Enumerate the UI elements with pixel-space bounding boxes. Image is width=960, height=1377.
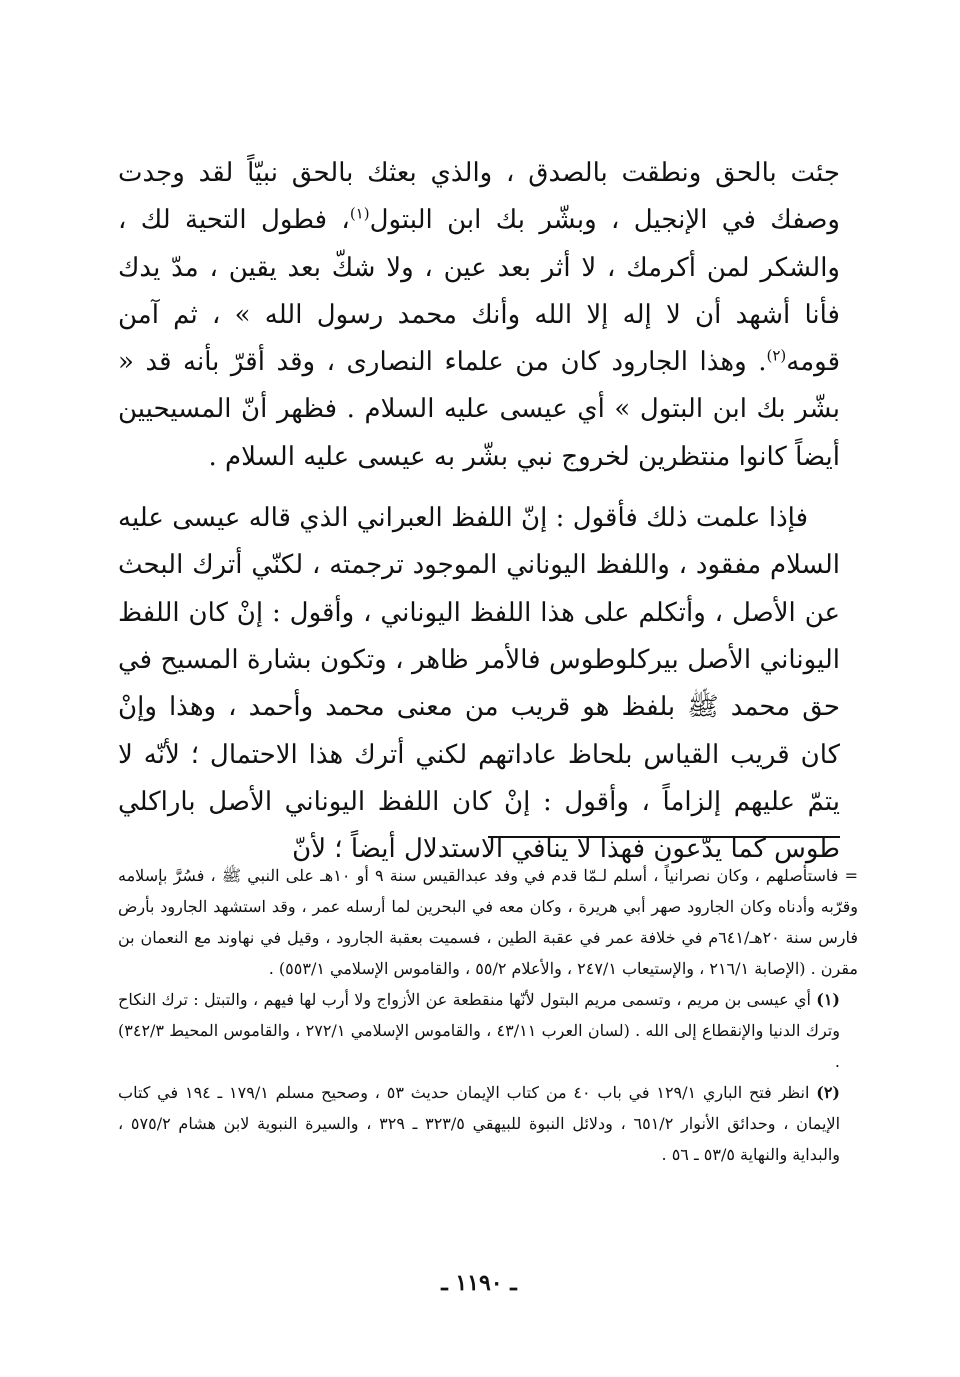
paragraph-1-part-2: ، فطول التحية لك ، والشكر لمن أكرمك ، لا أثر بعد عين ، ولا شكّ بعد يقين ، مدّ يدك فأنا أشهد أن لا إله إلا الله وأنك محمد رسول الله » ، ثم آمن قومه: [118, 205, 840, 378]
footnote-1-number: (١): [816, 990, 840, 1009]
footnote-ref-1: (١): [349, 204, 370, 223]
footnote-2-number: (٢): [816, 1083, 840, 1102]
footnote-ref-2: (٢): [766, 346, 787, 365]
footnote-continuation: = فاستأصلهم ، وكان نصرانياً ، أسلم لـمّا قدم في وفد عبدالقيس سنة ٩ أو ١٠هـ على النبي ﷺ ، فسُرَّ بإسلامه وقرّبه وأدناه وكان الجارود صهر أبي هريرة ، وكان معه في البحرين لما أرسله عمر ، وقد استشهد الجارود بأرض فارس سنة ٢٠هـ/٦٤١م في خلافة عمر في عقبة الطين ، فسميت بعقبة الجارود ، وقيل في نهاوند مع النعمان بن مقرن . (الإصابة ٢١٦/١ ، والإستيعاب ٢٤٧/١ ، والأعلام ٥٥/٢ ، والقاموس الإسلامي ٥٥٣/١) .: [118, 866, 859, 978]
footnotes: [118, 860, 859, 1170]
main-text: [118, 150, 840, 873]
footnote-1: [118, 984, 840, 1077]
paragraph-1: [118, 150, 840, 481]
page-number: ـ ١١٩٠ ـ: [441, 1270, 517, 1296]
document-page: [118, 150, 859, 1296]
footnote-separator: [488, 836, 840, 838]
footnote-2-text: انظر فتح الباري ١٢٩/١ في باب ٤٠ من كتاب الإيمان حديث ٥٣ ، وصحيح مسلم ١٧٩/١ ـ ١٩٤ في كتاب الإيمان ، وحدائق الأنوار ٦٥١/٢ ، ودلائل النبوة للبيهقي ٣٢٣/٥ ـ ٣٢٩ ، والسيرة النبوية لابن هشام ٥٧٥/٢ ، والبداية والنهاية ٥٣/٥ ـ ٥٦ .: [118, 1083, 841, 1164]
paragraph-1-part-3: . وهذا الجارود كان من علماء النصارى ، وقد أقرّ بأنه قد « بشّر بك ابن البتول » أي عيسى عليه السلام . فظهر أنّ المسيحيين أيضاً كانوا منتظرين لخروج نبي بشّر به عيسى عليه السلام .: [118, 347, 840, 472]
paragraph-1-part-1: جئت بالحق ونطقت بالصدق ، والذي بعثك بالحق نبيّاً لقد وجدت وصفك في الإنجيل ، وبشّر بك ابن البتول: [118, 158, 840, 236]
paragraph-2: فإذا علمت ذلك فأقول : إنّ اللفظ العبراني الذي قاله عيسى عليه السلام مفقود ، واللفظ اليوناني الموجود ترجمته ، لكنّي أترك البحث عن الأصل ، وأتكلم على هذا اللفظ اليوناني ، وأقول : إنْ كان اللفظ اليوناني الأصل بيركلوطوس فالأمر ظاهر ، وتكون بشارة المسيح في حق محمد ﷺ بلفظ هو قريب من معنى محمد وأحمد ، وهذا وإنْ كان قريب القياس بلحاظ عاداتهم لكني أترك هذا الاحتمال ؛ لأنّه لا يتمّ عليهم إلزاماً ، وأقول : إنْ كان اللفظ اليوناني الأصل باراكلي طوس كما يدّعون فهذا لا ينافي الاستدلال أيضاً ؛ لأنّ: [118, 503, 840, 865]
footnote-2: [118, 1077, 840, 1170]
footnote-1-text: أي عيسى بن مريم ، وتسمى مريم البتول لأنّها منقطعة عن الأزواج ولا أرب لها فيهم ، والتبتل : ترك النكاح وترك الدنيا والإنقطاع إلى الله . (لسان العرب ٤٣/١١ ، والقاموس الإسلامي ٢٧٢/١ ، والقاموس المحيط ٣٤٢/٣) .: [118, 990, 840, 1071]
